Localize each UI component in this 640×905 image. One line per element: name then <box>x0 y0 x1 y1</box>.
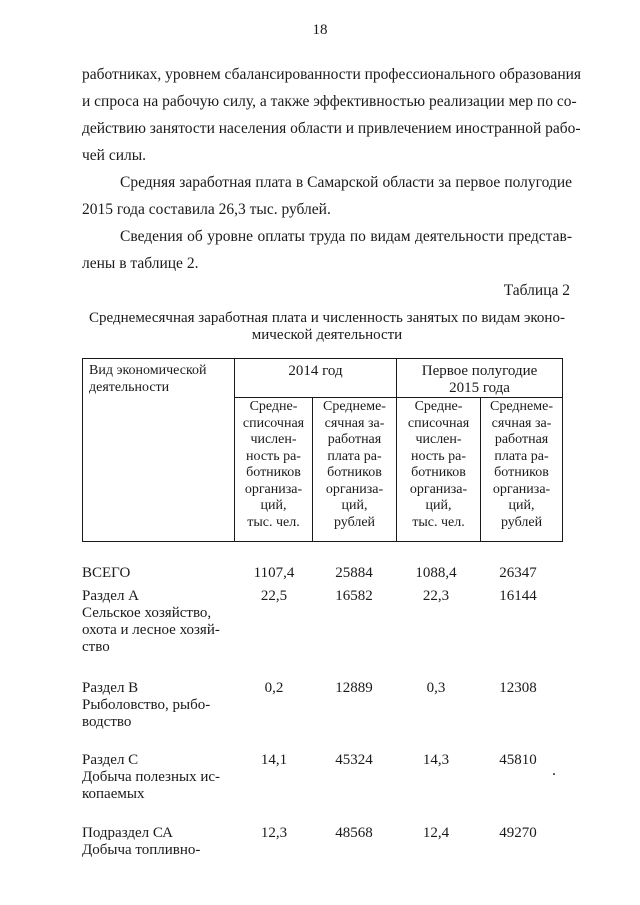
paragraph-line: Средняя заработная плата в Самарской области за первое полугодие <box>120 174 572 191</box>
table-cell: 16144 <box>499 588 537 604</box>
paragraph-line: работниках, уровнем сбалансированности профессионального образования <box>82 66 582 83</box>
table-title-line: мической деятельности <box>251 327 403 343</box>
table-row-name: Раздел В Рыболовство, рыбо- водство <box>82 680 211 730</box>
table-cell: 49270 <box>499 825 537 841</box>
table-cell: 12,4 <box>422 825 450 841</box>
table-cell: 22,5 <box>260 588 288 604</box>
table-title <box>82 310 572 344</box>
stray-mark: . <box>552 762 556 779</box>
paragraph-line: Сведения об уровне оплаты труда по видам деятельности представ- <box>120 228 572 245</box>
table-cell: 14,1 <box>260 752 288 768</box>
table-row-name: Подраздел СА Добыча топливно- <box>82 825 201 858</box>
table-cell: 16582 <box>335 588 373 604</box>
paragraph-line: действию занятости населения области и привлечением иностранной рабо- <box>82 120 581 137</box>
table-cell: 1088,4 <box>415 565 457 581</box>
header-headcount-2015: Средне- списочная числен- ность ра- ботников организа- ций, тыс. чел. <box>397 398 481 542</box>
paragraph-line: 2015 года составила 26,3 тыс. рублей. <box>82 201 331 218</box>
paragraph-line: лены в таблице 2. <box>82 255 199 272</box>
table-label: Таблица 2 <box>503 282 570 299</box>
header-activity: Вид экономической деятельности <box>83 359 235 542</box>
table-cell: 12308 <box>499 680 537 696</box>
header-salary-2015: Среднеме- сячная за- работная плата ра- ботников организа- ций, рублей <box>481 398 563 542</box>
table-row-name: Раздел С Добыча полезных ис- копаемых <box>82 752 221 802</box>
table-cell: 0,3 <box>426 680 446 696</box>
page-number: 18 <box>312 22 328 38</box>
header-salary-2014: Среднеме- сячная за- работная плата ра- ботников организа- ций, рублей <box>313 398 397 542</box>
header-2015: Первое полугодие 2015 года <box>397 359 563 398</box>
table-row-name: ВСЕГО <box>82 565 131 581</box>
table-cell: 22,3 <box>422 588 450 604</box>
paragraph-line: чей силы. <box>82 147 147 164</box>
table-row-name: Раздел А Сельское хозяйство, охота и лесное хозяй- ство <box>82 588 220 655</box>
table-cell: 1107,4 <box>253 565 295 581</box>
table-cell: 12,3 <box>260 825 288 841</box>
table-title-line: Среднемесячная заработная плата и численность занятых по видам эконо- <box>89 310 565 326</box>
table-header <box>82 358 563 542</box>
table-cell: 14,3 <box>422 752 450 768</box>
table-cell: 45810 <box>499 752 537 768</box>
table-cell: 25884 <box>335 565 373 581</box>
header-2014: 2014 год <box>235 359 397 398</box>
table-cell: 26347 <box>499 565 537 581</box>
table-cell: 12889 <box>335 680 373 696</box>
table-cell: 48568 <box>335 825 373 841</box>
paragraph-line: и спроса на рабочую силу, а также эффективностью реализации мер по со- <box>82 93 577 110</box>
table-cell: 0,2 <box>264 680 284 696</box>
table-cell: 45324 <box>335 752 373 768</box>
header-headcount-2014: Средне- списочная числен- ность ра- ботников организа- ций, тыс. чел. <box>235 398 313 542</box>
